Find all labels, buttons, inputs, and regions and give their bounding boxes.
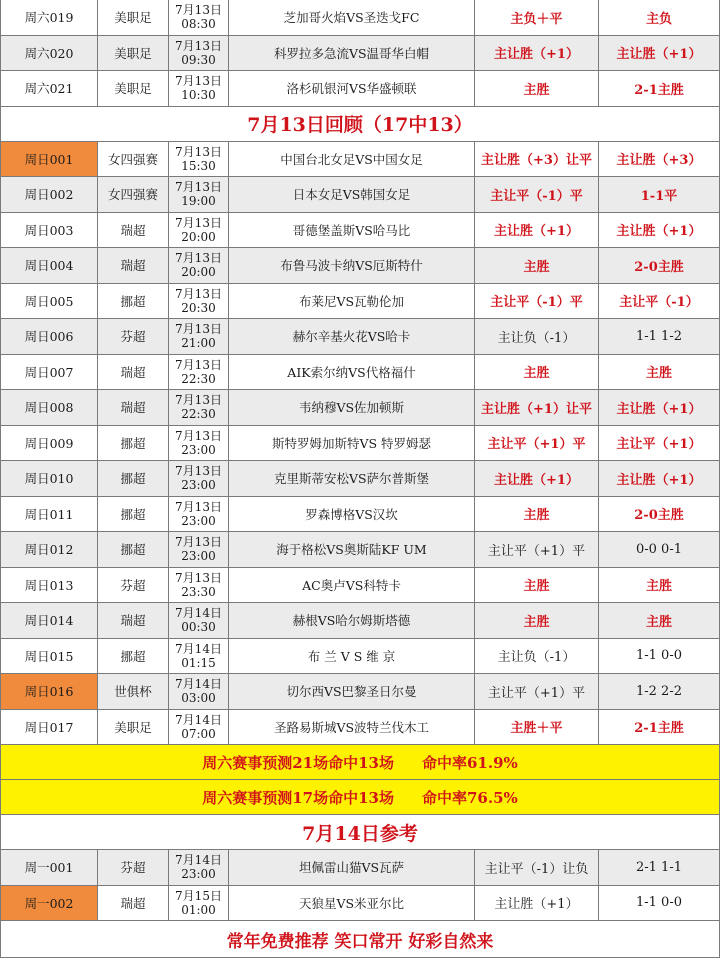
reference-title-text: 7月14日参考 bbox=[302, 822, 418, 845]
prediction-cell: 主负＋平 bbox=[475, 0, 599, 35]
kickoff-time: 19:00 bbox=[181, 194, 216, 209]
kickoff-time: 23:00 bbox=[181, 867, 216, 882]
prediction-cell: 主让平（+1）平 bbox=[475, 532, 599, 567]
prediction-cell: 主胜 bbox=[475, 603, 599, 638]
prediction-cell: 主让胜（+1） bbox=[475, 886, 599, 921]
match-cell: 坦佩雷山猫VS瓦萨 bbox=[229, 850, 475, 885]
match-id-cell: 周日004 bbox=[0, 248, 98, 283]
kickoff-date: 7月13日 bbox=[175, 428, 222, 443]
match-id-cell: 周日001 bbox=[0, 142, 98, 177]
prediction-cell: 主胜 bbox=[475, 497, 599, 532]
league-cell: 芬超 bbox=[98, 850, 169, 885]
table-row bbox=[0, 36, 720, 72]
match-id-cell: 周一002 bbox=[0, 886, 98, 921]
league-cell: 瑞超 bbox=[98, 886, 169, 921]
kickoff-date: 7月13日 bbox=[175, 322, 222, 337]
result-cell: 2-1 1-1 bbox=[599, 850, 720, 885]
kickoff-cell bbox=[169, 319, 229, 354]
prediction-cell: 主胜 bbox=[475, 248, 599, 283]
kickoff-time: 23:00 bbox=[181, 513, 216, 528]
table-row bbox=[0, 497, 720, 533]
stats-rate: 命中率76.5% bbox=[421, 788, 518, 807]
kickoff-date: 7月13日 bbox=[175, 570, 222, 585]
league-cell: 瑞超 bbox=[98, 355, 169, 390]
match-id-cell: 周日002 bbox=[0, 177, 98, 212]
kickoff-date: 7月13日 bbox=[175, 215, 222, 230]
match-id-cell: 周日015 bbox=[0, 639, 98, 674]
kickoff-cell bbox=[169, 213, 229, 248]
section-monday-reference bbox=[0, 850, 720, 921]
match-cell: 布 兰 V S 维 京 bbox=[229, 639, 475, 674]
result-cell: 1-2 2-2 bbox=[599, 674, 720, 709]
kickoff-cell bbox=[169, 568, 229, 603]
kickoff-cell bbox=[169, 674, 229, 709]
table-row bbox=[0, 532, 720, 568]
kickoff-cell bbox=[169, 497, 229, 532]
table-row bbox=[0, 461, 720, 497]
kickoff-time: 01:15 bbox=[181, 655, 216, 670]
prediction-cell: 主胜＋平 bbox=[475, 710, 599, 745]
table-row bbox=[0, 0, 720, 36]
kickoff-cell bbox=[169, 710, 229, 745]
kickoff-time: 07:00 bbox=[181, 726, 216, 741]
kickoff-date: 7月14日 bbox=[175, 641, 222, 656]
result-cell: 2-1主胜 bbox=[599, 71, 720, 106]
table-row bbox=[0, 142, 720, 178]
kickoff-cell bbox=[169, 284, 229, 319]
kickoff-date: 7月13日 bbox=[175, 393, 222, 408]
kickoff-cell bbox=[169, 71, 229, 106]
table-row bbox=[0, 674, 720, 710]
stats-row-2 bbox=[0, 780, 720, 815]
prediction-cell: 主让负（-1） bbox=[475, 639, 599, 674]
kickoff-time: 00:30 bbox=[181, 620, 216, 635]
match-cell: 科罗拉多急流VS温哥华白帽 bbox=[229, 36, 475, 71]
kickoff-time: 20:00 bbox=[181, 265, 216, 280]
kickoff-date: 7月13日 bbox=[175, 251, 222, 266]
kickoff-cell bbox=[169, 0, 229, 35]
prediction-cell: 主让平（-1）平 bbox=[475, 284, 599, 319]
table-row bbox=[0, 639, 720, 675]
stats-label: 周六赛事预测21场命中13场 bbox=[202, 753, 394, 772]
footer-slogan bbox=[0, 921, 720, 958]
reference-title bbox=[0, 815, 720, 850]
kickoff-time: 01:00 bbox=[181, 902, 216, 917]
result-cell: 主让胜（+1） bbox=[599, 390, 720, 425]
kickoff-date: 7月14日 bbox=[175, 677, 222, 692]
kickoff-cell bbox=[169, 532, 229, 567]
match-cell: 圣路易斯城VS波特兰伐木工 bbox=[229, 710, 475, 745]
kickoff-date: 7月13日 bbox=[175, 286, 222, 301]
league-cell: 挪超 bbox=[98, 284, 169, 319]
kickoff-time: 23:30 bbox=[181, 584, 216, 599]
kickoff-cell bbox=[169, 390, 229, 425]
league-cell: 瑞超 bbox=[98, 603, 169, 638]
kickoff-date: 7月14日 bbox=[175, 712, 222, 727]
result-cell: 主让平（+1） bbox=[599, 426, 720, 461]
prediction-cell: 主胜 bbox=[475, 568, 599, 603]
kickoff-cell bbox=[169, 886, 229, 921]
kickoff-cell bbox=[169, 142, 229, 177]
match-id-cell: 周日011 bbox=[0, 497, 98, 532]
kickoff-cell bbox=[169, 36, 229, 71]
kickoff-cell bbox=[169, 639, 229, 674]
prediction-cell: 主让胜（+1） bbox=[475, 213, 599, 248]
prediction-cell: 主让胜（+1） bbox=[475, 461, 599, 496]
section-saturday bbox=[0, 0, 720, 107]
result-cell: 主让平（-1） bbox=[599, 284, 720, 319]
kickoff-date: 7月14日 bbox=[175, 853, 222, 868]
result-cell: 主让胜（+1） bbox=[599, 461, 720, 496]
kickoff-time: 23:00 bbox=[181, 549, 216, 564]
league-cell: 挪超 bbox=[98, 497, 169, 532]
prediction-cell: 主让胜（+1）让平 bbox=[475, 390, 599, 425]
match-cell: 海于格松VS奥斯陆KF UM bbox=[229, 532, 475, 567]
result-cell: 1-1 0-0 bbox=[599, 639, 720, 674]
table-row bbox=[0, 213, 720, 249]
prediction-cell: 主让负（-1） bbox=[475, 319, 599, 354]
result-cell: 1-1 0-0 bbox=[599, 886, 720, 921]
kickoff-time: 23:00 bbox=[181, 442, 216, 457]
match-id-cell: 周日003 bbox=[0, 213, 98, 248]
league-cell: 美职足 bbox=[98, 0, 169, 35]
kickoff-date: 7月14日 bbox=[175, 606, 222, 621]
kickoff-time: 08:30 bbox=[181, 17, 216, 32]
result-cell: 主胜 bbox=[599, 355, 720, 390]
kickoff-date: 7月13日 bbox=[175, 38, 222, 53]
result-cell: 1-1平 bbox=[599, 177, 720, 212]
match-cell: 天狼星VS米亚尔比 bbox=[229, 886, 475, 921]
kickoff-date: 7月13日 bbox=[175, 535, 222, 550]
league-cell: 芬超 bbox=[98, 319, 169, 354]
match-id-cell: 周日013 bbox=[0, 568, 98, 603]
kickoff-time: 22:30 bbox=[181, 407, 216, 422]
league-cell: 挪超 bbox=[98, 461, 169, 496]
match-cell: 洛杉矶银河VS华盛顿联 bbox=[229, 71, 475, 106]
prediction-cell: 主胜 bbox=[475, 355, 599, 390]
table-row bbox=[0, 71, 720, 107]
match-id-cell: 周日012 bbox=[0, 532, 98, 567]
kickoff-date: 7月13日 bbox=[175, 464, 222, 479]
kickoff-cell bbox=[169, 426, 229, 461]
kickoff-cell bbox=[169, 248, 229, 283]
match-id-cell: 周日010 bbox=[0, 461, 98, 496]
table-row bbox=[0, 319, 720, 355]
match-cell: 克里斯蒂安松VS萨尔普斯堡 bbox=[229, 461, 475, 496]
kickoff-date: 7月13日 bbox=[175, 499, 222, 514]
league-cell: 芬超 bbox=[98, 568, 169, 603]
kickoff-time: 20:00 bbox=[181, 229, 216, 244]
prediction-cell: 主让胜（+3）让平 bbox=[475, 142, 599, 177]
match-cell: 中国台北女足VS中国女足 bbox=[229, 142, 475, 177]
match-cell: 日本女足VS韩国女足 bbox=[229, 177, 475, 212]
match-id-cell: 周六019 bbox=[0, 0, 98, 35]
match-id-cell: 周日014 bbox=[0, 603, 98, 638]
table-row bbox=[0, 390, 720, 426]
match-cell: AIK索尔纳VS代格福什 bbox=[229, 355, 475, 390]
result-cell: 2-1主胜 bbox=[599, 710, 720, 745]
result-cell: 主让胜（+3） bbox=[599, 142, 720, 177]
match-cell: 布莱尼VS瓦勒伦加 bbox=[229, 284, 475, 319]
match-id-cell: 周日008 bbox=[0, 390, 98, 425]
kickoff-cell bbox=[169, 850, 229, 885]
result-cell: 0-0 0-1 bbox=[599, 532, 720, 567]
match-id-cell: 周六021 bbox=[0, 71, 98, 106]
league-cell: 瑞超 bbox=[98, 213, 169, 248]
kickoff-time: 23:00 bbox=[181, 478, 216, 493]
match-id-cell: 周日016 bbox=[0, 674, 98, 709]
table-row bbox=[0, 886, 720, 922]
league-cell: 美职足 bbox=[98, 710, 169, 745]
result-cell: 2-0主胜 bbox=[599, 248, 720, 283]
match-cell: 芝加哥火焰VS圣迭戈FC bbox=[229, 0, 475, 35]
match-cell: 切尔西VS巴黎圣日尔曼 bbox=[229, 674, 475, 709]
prediction-cell: 主让平（-1）平 bbox=[475, 177, 599, 212]
kickoff-cell bbox=[169, 461, 229, 496]
kickoff-time: 10:30 bbox=[181, 88, 216, 103]
table-row bbox=[0, 426, 720, 462]
kickoff-date: 7月13日 bbox=[175, 74, 222, 89]
prediction-cell: 主让平（+1）平 bbox=[475, 674, 599, 709]
league-cell: 瑞超 bbox=[98, 390, 169, 425]
kickoff-time: 21:00 bbox=[181, 336, 216, 351]
table-row bbox=[0, 177, 720, 213]
league-cell: 挪超 bbox=[98, 639, 169, 674]
kickoff-time: 03:00 bbox=[181, 691, 216, 706]
league-cell: 挪超 bbox=[98, 426, 169, 461]
match-cell: 赫根VS哈尔姆斯塔德 bbox=[229, 603, 475, 638]
kickoff-date: 7月13日 bbox=[175, 144, 222, 159]
kickoff-time: 15:30 bbox=[181, 158, 216, 173]
prediction-cell: 主让胜（+1） bbox=[475, 36, 599, 71]
footer-text: 常年免费推荐 笑口常开 好彩自然来 bbox=[226, 931, 494, 952]
kickoff-cell bbox=[169, 177, 229, 212]
league-cell: 瑞超 bbox=[98, 248, 169, 283]
section-sunday-review bbox=[0, 142, 720, 746]
match-cell: 罗森博格VS汉坎 bbox=[229, 497, 475, 532]
league-cell: 美职足 bbox=[98, 71, 169, 106]
kickoff-cell bbox=[169, 603, 229, 638]
match-id-cell: 周一001 bbox=[0, 850, 98, 885]
league-cell: 女四强赛 bbox=[98, 177, 169, 212]
kickoff-date: 7月13日 bbox=[175, 357, 222, 372]
match-id-cell: 周日006 bbox=[0, 319, 98, 354]
match-id-cell: 周六020 bbox=[0, 36, 98, 71]
match-cell: 赫尔辛基火花VS哈卡 bbox=[229, 319, 475, 354]
match-cell: 韦纳穆VS佐加顿斯 bbox=[229, 390, 475, 425]
prediction-cell: 主胜 bbox=[475, 71, 599, 106]
kickoff-date: 7月15日 bbox=[175, 888, 222, 903]
table-row bbox=[0, 710, 720, 746]
result-cell: 主胜 bbox=[599, 568, 720, 603]
match-id-cell: 周日005 bbox=[0, 284, 98, 319]
result-cell: 主胜 bbox=[599, 603, 720, 638]
league-cell: 美职足 bbox=[98, 36, 169, 71]
stats-label: 周六赛事预测17场命中13场 bbox=[202, 788, 394, 807]
league-cell: 女四强赛 bbox=[98, 142, 169, 177]
kickoff-time: 20:30 bbox=[181, 300, 216, 315]
table-row bbox=[0, 603, 720, 639]
result-cell: 主让胜（+1） bbox=[599, 213, 720, 248]
league-cell: 世俱杯 bbox=[98, 674, 169, 709]
match-cell: 斯特罗姆加斯特VS 特罗姆瑟 bbox=[229, 426, 475, 461]
prediction-cell: 主让平（+1）平 bbox=[475, 426, 599, 461]
match-id-cell: 周日007 bbox=[0, 355, 98, 390]
match-cell: AC奥卢VS科特卡 bbox=[229, 568, 475, 603]
table-row bbox=[0, 355, 720, 391]
match-id-cell: 周日017 bbox=[0, 710, 98, 745]
table-row bbox=[0, 568, 720, 604]
league-cell: 挪超 bbox=[98, 532, 169, 567]
kickoff-time: 22:30 bbox=[181, 371, 216, 386]
kickoff-cell bbox=[169, 355, 229, 390]
match-cell: 哥德堡盖斯VS哈马比 bbox=[229, 213, 475, 248]
prediction-cell: 主让平（-1）让负 bbox=[475, 850, 599, 885]
result-cell: 1-1 1-2 bbox=[599, 319, 720, 354]
match-cell: 布鲁马波卡纳VS厄斯特什 bbox=[229, 248, 475, 283]
review-title bbox=[0, 107, 720, 142]
kickoff-date: 7月13日 bbox=[175, 3, 222, 18]
stats-row-1 bbox=[0, 745, 720, 780]
result-cell: 主让胜（+1） bbox=[599, 36, 720, 71]
stats-rate: 命中率61.9% bbox=[421, 753, 518, 772]
table-row bbox=[0, 284, 720, 320]
result-cell: 主负 bbox=[599, 0, 720, 35]
kickoff-time: 09:30 bbox=[181, 52, 216, 67]
kickoff-date: 7月13日 bbox=[175, 180, 222, 195]
review-title-text: 7月13日回顾（17中13） bbox=[247, 114, 473, 136]
table-row bbox=[0, 248, 720, 284]
table-row bbox=[0, 850, 720, 886]
result-cell: 2-0主胜 bbox=[599, 497, 720, 532]
match-id-cell: 周日009 bbox=[0, 426, 98, 461]
